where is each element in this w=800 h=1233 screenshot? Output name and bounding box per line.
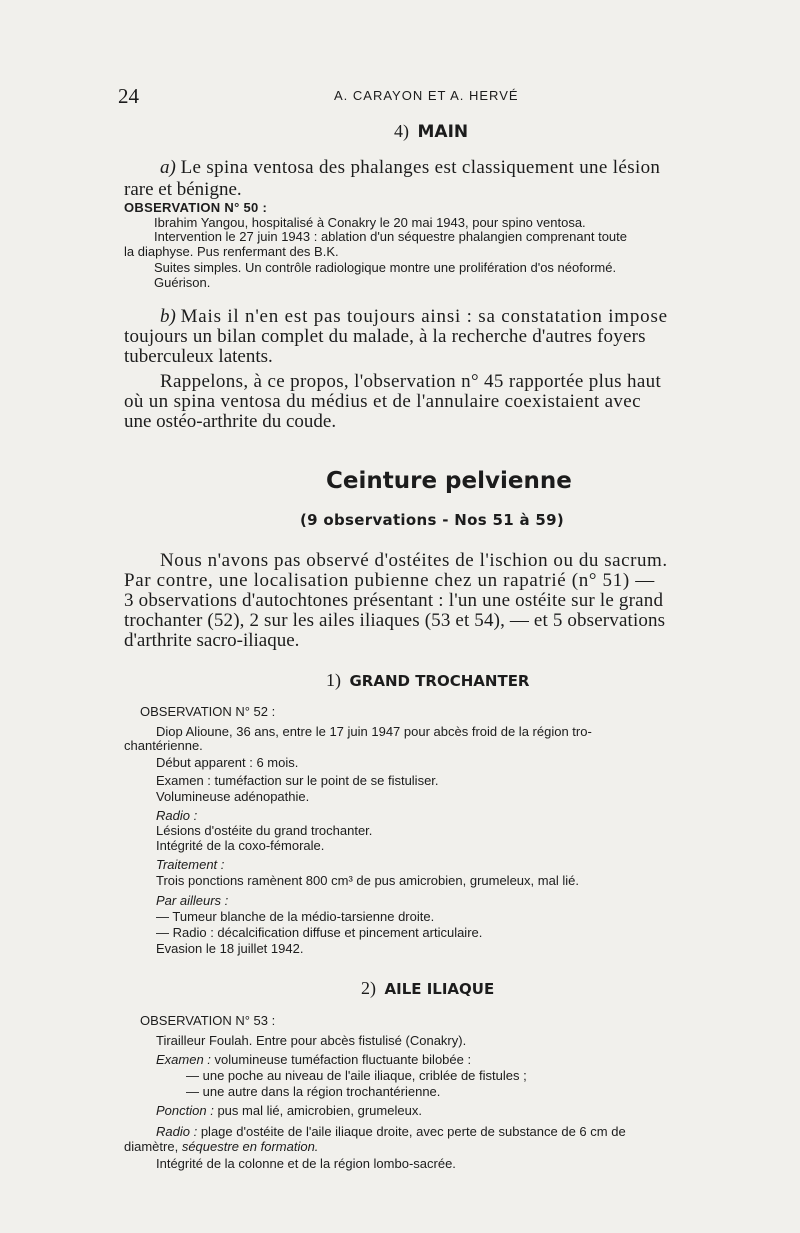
para-b-label: b) <box>160 306 176 327</box>
obs52-label: Par ailleurs : <box>156 893 229 908</box>
heading-number: 2) <box>361 978 376 998</box>
ponction-text: pus mal lié, amicrobien, grumeleux. <box>217 1103 422 1118</box>
para-a-line2: rare et bénigne. <box>124 179 242 200</box>
section-heading-aile <box>361 978 494 999</box>
section-heading-main <box>394 121 468 142</box>
obs52-label: Radio : <box>156 808 198 823</box>
rappel-line: une ostéo-arthrite du coude. <box>124 411 337 432</box>
obs53-ponction <box>156 1103 422 1119</box>
intro-line: d'arthrite sacro-iliaque. <box>124 630 300 651</box>
heading-text: AILE ILIAQUE <box>384 980 495 998</box>
intro-line: Nous n'avons pas observé d'ostéites de l'ischion ou du sacrum. <box>160 550 668 571</box>
obs50-line: Suites simples. Un contrôle radiologique montre une prolifération d'os néoformé. <box>154 260 617 275</box>
obs50-line: Intervention le 27 juin 1943 : ablation d'un séquestre phalangien comprenant toute <box>154 229 627 244</box>
radio-text2-italic: séquestre en formation. <box>181 1139 319 1154</box>
radio-label: Radio : <box>156 1124 198 1139</box>
obs52-title: OBSERVATION N° 52 : <box>140 704 276 719</box>
radio-text2: diamètre, <box>124 1139 179 1154</box>
running-title: A. CARAYON ET A. HERVÉ <box>334 88 519 103</box>
rappel-line: Rappelons, à ce propos, l'observation n° 45 rapportée plus haut <box>160 371 662 392</box>
para-a-line1: Le spina ventosa des phalanges est classiquement une lésion <box>180 157 661 178</box>
section-subtitle-ceinture: (9 observations - Nos 51 à 59) <box>300 511 565 529</box>
para-b-line2: toujours un bilan complet du malade, à la recherche d'autres foyers <box>124 326 646 347</box>
paragraph-a <box>160 158 660 178</box>
paragraph-b <box>160 307 668 327</box>
heading-text: MAIN <box>417 122 469 142</box>
para-b-line3: tuberculeux latents. <box>124 346 273 367</box>
obs50-line: Ibrahim Yangou, hospitalisé à Conakry le 20 mai 1943, pour spino ventosa. <box>154 215 586 230</box>
intro-line: Par contre, une localisation pubienne chez un rapatrié (n° 51) — <box>124 570 655 591</box>
obs53-line: Tirailleur Foulah. Entre pour abcès fistulisé (Conakry). <box>156 1033 467 1048</box>
examen-text: volumineuse tuméfaction fluctuante bilobée : <box>214 1052 472 1067</box>
obs52-line: — Radio : décalcification diffuse et pincement articulaire. <box>156 925 483 940</box>
obs53-title: OBSERVATION N° 53 : <box>140 1013 276 1028</box>
obs53-line: — une autre dans la région trochantérienne. <box>186 1084 441 1099</box>
obs52-label: Traitement : <box>156 857 225 872</box>
obs53-radio-cont <box>124 1139 318 1155</box>
obs52-line: Evasion le 18 juillet 1942. <box>156 941 304 956</box>
heading-text: GRAND TROCHANTER <box>349 672 530 690</box>
radio-text: plage d'ostéite de l'aile iliaque droite, avec perte de substance de 6 cm de <box>200 1124 626 1139</box>
heading-number: 1) <box>326 670 341 690</box>
intro-line: 3 observations d'autochtones présentant : l'un une ostéite sur le grand <box>124 590 664 611</box>
obs53-examen <box>156 1052 471 1068</box>
obs52-line: Intégrité de la coxo-fémorale. <box>156 838 325 853</box>
obs50-line: Guérison. <box>154 275 211 290</box>
ponction-label: Ponction : <box>156 1103 214 1118</box>
obs52-line: Diop Alioune, 36 ans, entre le 17 juin 1947 pour abcès froid de la région tro- <box>156 724 592 739</box>
heading-number: 4) <box>394 121 409 141</box>
intro-line: trochanter (52), 2 sur les ailes iliaques (53 et 54), — et 5 observations <box>124 610 666 631</box>
page-number: 24 <box>118 84 139 108</box>
section-heading-trochanter <box>326 670 530 691</box>
obs52-line: — Tumeur blanche de la médio-tarsienne droite. <box>156 909 435 924</box>
obs52-line: Examen : tuméfaction sur le point de se fistuliser. <box>156 773 439 788</box>
section-title-ceinture: Ceinture pelvienne <box>326 468 572 494</box>
para-a-label: a) <box>160 157 176 178</box>
rappel-line: où un spina ventosa du médius et de l'annulaire coexistaient avec <box>124 391 641 412</box>
obs52-line: Lésions d'ostéite du grand trochanter. <box>156 823 373 838</box>
obs53-line: — une poche au niveau de l'aile iliaque, criblée de fistules ; <box>186 1068 527 1083</box>
obs52-line: Trois ponctions ramènent 800 cm³ de pus amicrobien, grumeleux, mal lié. <box>156 873 579 888</box>
obs53-radio <box>156 1124 626 1140</box>
obs52-line: Début apparent : 6 mois. <box>156 755 299 770</box>
obs52-line: chantérienne. <box>124 738 203 753</box>
examen-label: Examen : <box>156 1052 211 1067</box>
obs52-line: Volumineuse adénopathie. <box>156 789 310 804</box>
obs50-line: la diaphyse. Pus renfermant des B.K. <box>124 244 339 259</box>
obs53-line: Intégrité de la colonne et de la région lombo-sacrée. <box>156 1156 456 1171</box>
obs50-title: OBSERVATION N° 50 : <box>124 200 268 215</box>
para-b-line1: Mais il n'en est pas toujours ainsi : sa constatation impose <box>180 306 668 327</box>
